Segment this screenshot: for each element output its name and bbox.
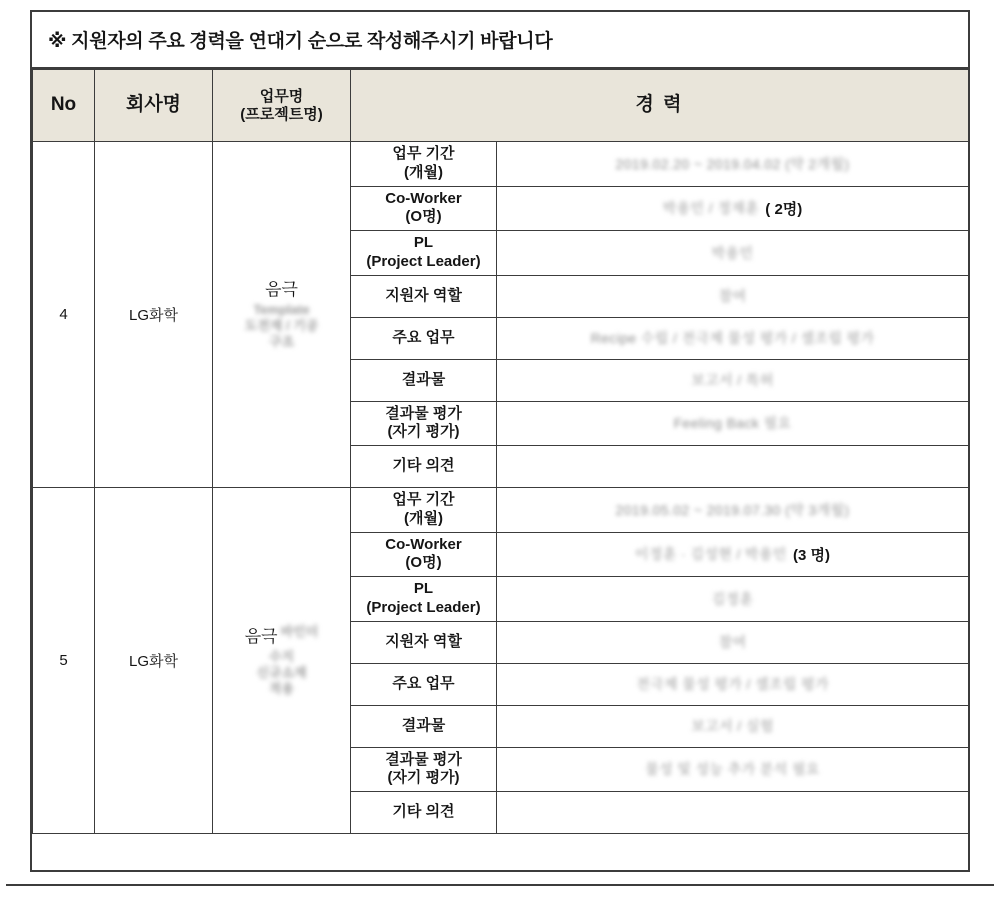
task-blur-line: 적용 — [268, 681, 295, 697]
field-label-line2: (O명) — [405, 208, 442, 226]
field-label-line1: PL — [413, 234, 434, 251]
field-label-line1: 결과물 평가 — [385, 404, 462, 422]
cell-no: 5 — [33, 488, 95, 834]
career-table — [32, 69, 969, 834]
field-label-output: 결과물 — [351, 705, 497, 747]
header-career: 경 력 — [351, 70, 969, 142]
header-company: 회사명 — [95, 70, 213, 142]
field-label-other: 기타 의견 — [351, 792, 497, 834]
redacted-text: Recipe 수립 / 전극제 물성 평가 / 셀조립 평가 — [590, 330, 875, 346]
cell-company: LG화학 — [95, 488, 213, 834]
task-label: 음극 — [244, 626, 278, 646]
redacted-text: 박용민 — [711, 244, 754, 261]
task-blur-line: 수지 — [268, 648, 295, 664]
redacted-text: 참여 — [718, 634, 747, 650]
task-blur-line: 신규소재 — [256, 664, 307, 680]
value-coworker — [497, 532, 969, 577]
field-label-line2: (자기 평가) — [387, 423, 460, 441]
redacted-text: 2019.02.20 ~ 2019.04.02 (약 2개월) — [615, 155, 850, 172]
value-output — [497, 359, 969, 401]
value-output-eval — [497, 401, 969, 446]
field-label-coworker — [351, 186, 497, 231]
field-label-output-eval — [351, 401, 497, 446]
field-label-line1: Co-Worker — [385, 189, 462, 207]
task-blur-line: 구조 — [268, 334, 295, 350]
field-label-other: 기타 의견 — [351, 446, 497, 488]
field-label-main-task: 주요 업무 — [351, 317, 497, 359]
value-pl — [497, 231, 969, 276]
field-label-output: 결과물 — [351, 359, 497, 401]
redacted-text: 참여 — [718, 288, 747, 304]
redacted-text: Feeling Back 필요 — [673, 415, 792, 432]
task-blur-line: Template — [253, 301, 310, 317]
field-label-role: 지원자 역할 — [351, 275, 497, 317]
page-bottom-rule — [6, 884, 994, 886]
value-other — [497, 792, 969, 834]
field-label-period — [351, 488, 497, 533]
field-label-line2: (자기 평가) — [387, 769, 460, 787]
field-label-line2: (O명) — [405, 554, 442, 572]
coworker-count: (3 명) — [793, 546, 830, 564]
task-label: 음극 — [265, 279, 298, 299]
cell-company: LG화학 — [95, 142, 213, 488]
field-label-pl — [351, 231, 497, 276]
notice-text: ※ 지원자의 주요 경력을 연대기 순으로 작성해주시기 바랍니다 — [32, 12, 968, 69]
redacted-text: 보고서 / 실험 — [691, 718, 774, 734]
cell-no: 4 — [33, 142, 95, 488]
table-row — [33, 488, 969, 533]
field-label-line1: PL — [413, 580, 434, 597]
value-other — [497, 446, 969, 488]
header-row — [33, 70, 969, 142]
value-period — [497, 142, 969, 187]
redacted-text: 전극제 물성 평가 / 셀조립 평가 — [636, 676, 829, 692]
redacted-text: 김정훈 — [711, 590, 754, 607]
table-body — [33, 142, 969, 834]
value-pl — [497, 577, 969, 622]
field-label-line1: 결과물 평가 — [385, 750, 462, 768]
field-label-line2: (개월) — [404, 163, 443, 181]
value-role — [497, 275, 969, 317]
field-label-main-task: 주요 업무 — [351, 663, 497, 705]
task-blur-line: 바인더 — [280, 623, 319, 639]
career-table-frame — [30, 10, 970, 872]
field-label-line2: (Project Leader) — [366, 598, 481, 616]
redacted-text: 박용민 / 정재훈 — [662, 200, 760, 217]
field-label-role: 지원자 역할 — [351, 621, 497, 663]
value-role — [497, 621, 969, 663]
value-period — [497, 488, 969, 533]
header-task-line2: (프로젝트명) — [240, 105, 323, 123]
value-coworker — [497, 186, 969, 231]
field-label-coworker — [351, 532, 497, 577]
redacted-text: 2019.05.02 ~ 2019.07.30 (약 3개월) — [615, 501, 850, 518]
field-label-pl — [351, 577, 497, 622]
redacted-text: 물성 및 성능 추가 분석 필요 — [645, 761, 820, 778]
task-blur-line: 도전재 / 기공 — [244, 317, 319, 333]
field-label-output-eval — [351, 747, 497, 792]
coworker-count: ( 2명) — [765, 200, 803, 218]
header-task — [213, 70, 351, 142]
redacted-text: 보고서 / 특허 — [691, 372, 774, 388]
redacted-text: 이정훈 · 김성현 / 박용민 — [635, 546, 787, 563]
cell-task — [213, 142, 351, 488]
table-row — [33, 142, 969, 187]
value-output-eval — [497, 747, 969, 792]
field-label-line2: (Project Leader) — [366, 252, 481, 270]
header-task-line1: 업무명 — [259, 87, 304, 105]
header-no: No — [33, 70, 95, 142]
cell-task — [213, 488, 351, 834]
field-label-line1: 업무 기간 — [392, 145, 455, 162]
value-main-task — [497, 663, 969, 705]
field-label-line2: (개월) — [404, 509, 443, 527]
value-output — [497, 705, 969, 747]
field-label-line1: 업무 기간 — [392, 491, 455, 508]
value-main-task — [497, 317, 969, 359]
task-inline-group — [217, 624, 346, 649]
table-header — [33, 70, 969, 142]
field-label-period — [351, 142, 497, 187]
field-label-line1: Co-Worker — [385, 535, 462, 553]
